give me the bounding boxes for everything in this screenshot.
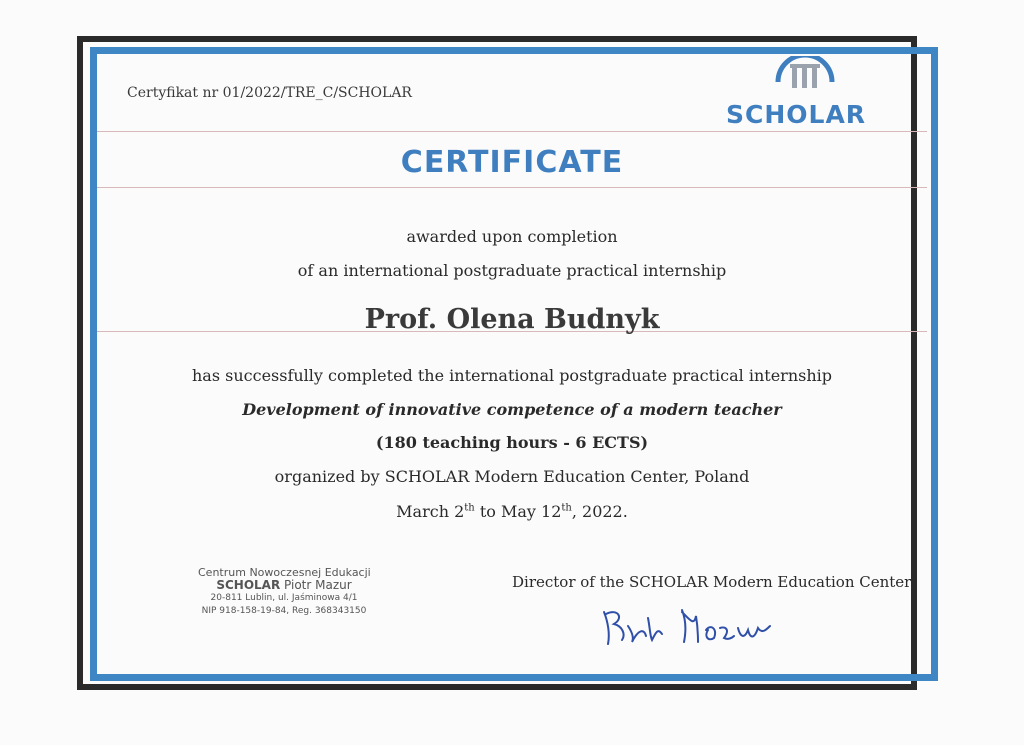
awarded-line-2: of an international postgraduate practical internship: [297, 261, 727, 280]
director-signature: [598, 600, 778, 650]
stamp-line-2: SCHOLAR Piotr Mazur: [216, 578, 352, 592]
columns-logo-icon: [770, 56, 840, 100]
completion-text: has successfully completed the international postgraduate practical internship: [191, 366, 832, 385]
certificate-number: Certyfikat nr 01/2022/TRE_C/SCHOLAR: [127, 85, 412, 101]
stamp-line-1: Centrum Nowoczesnej Edukacji: [198, 566, 371, 579]
organizer-text: organized by SCHOLAR Modern Education Center, Poland: [274, 467, 750, 486]
divider-top: [97, 131, 927, 132]
teaching-hours: (180 teaching hours - 6 ECTS): [375, 433, 649, 452]
director-label: Director of the SCHOLAR Modern Education Center: [512, 573, 912, 591]
internship-dates: March 2th to May 12th, 2022.: [396, 502, 628, 521]
organization-stamp: [198, 566, 370, 618]
certificate-title: CERTIFICATE: [400, 145, 624, 180]
course-title: Development of innovative competence of a modern teacher: [242, 400, 782, 419]
awarded-line-1: awarded upon completion: [406, 227, 618, 246]
stamp-line-3: 20-811 Lublin, ul. Jaśminowa 4/1: [210, 593, 358, 603]
divider-title: [97, 187, 927, 188]
stamp-line-4: NIP 918-158-19-84, Reg. 368343150: [201, 606, 367, 616]
scholar-logo-text: SCHOLAR: [726, 100, 867, 129]
recipient-name: Prof. Olena Budnyk: [364, 304, 660, 335]
